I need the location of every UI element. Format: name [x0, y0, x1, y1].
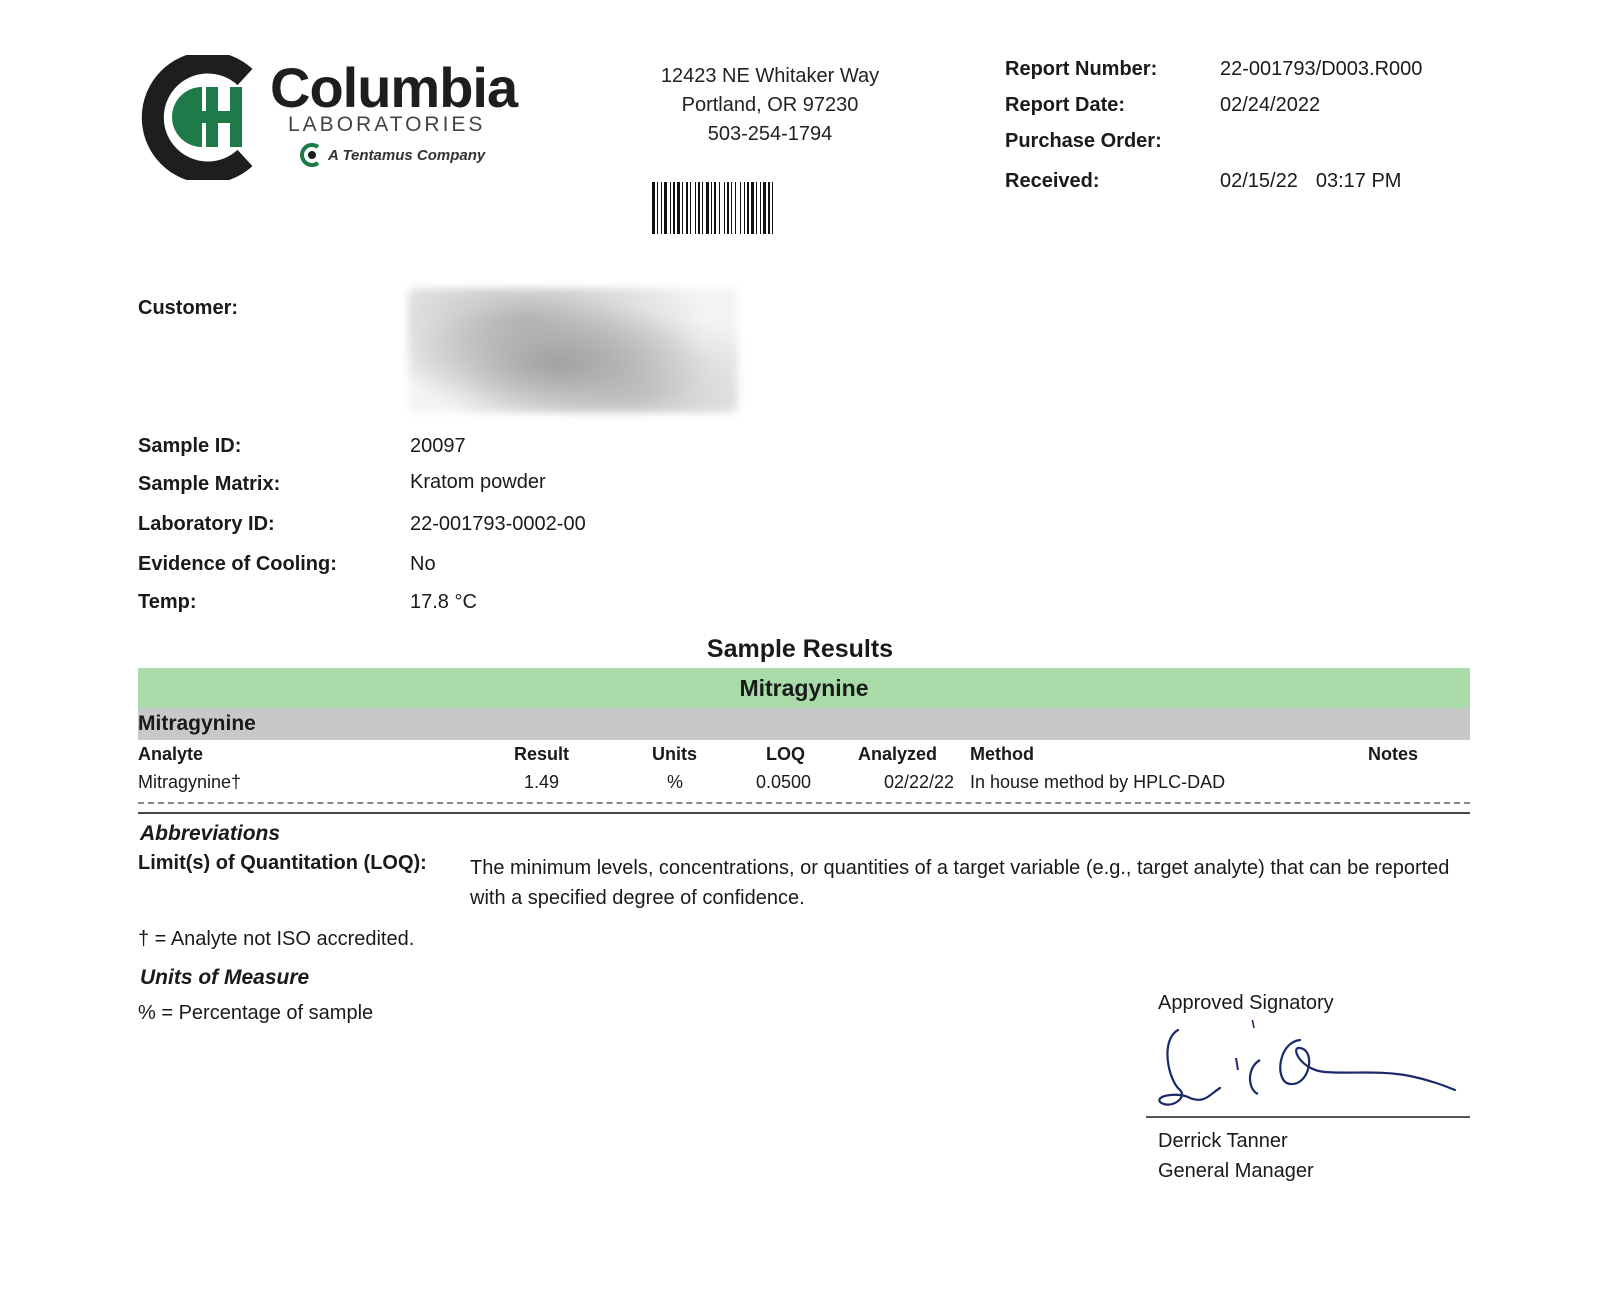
company-logo: [140, 55, 520, 185]
cell-method: In house method by HPLC-DAD: [970, 772, 1226, 792]
loq-term: Limit(s) of Quantitation (LOQ):: [138, 852, 427, 874]
col-loq: LOQ: [766, 744, 805, 764]
barcode-bar: [711, 182, 712, 234]
report-number-row: [1005, 58, 1422, 81]
barcode-bar: [731, 182, 732, 234]
company-name: Columbia: [270, 56, 518, 119]
barcode-bar: [727, 182, 729, 234]
company-tagline: A Tentamus Company: [328, 146, 486, 164]
purchase-order-label: Purchase Order:: [1005, 130, 1162, 152]
barcode-bar: [744, 182, 745, 234]
units-heading: Units of Measure: [140, 966, 310, 989]
barcode-bar: [670, 182, 671, 234]
barcode-bar: [673, 182, 675, 234]
barcode-bar: [657, 182, 658, 234]
customer-label: Customer:: [138, 297, 239, 319]
columbia-logo-icon: [140, 55, 265, 180]
barcode-bar: [747, 182, 749, 234]
received-date: 02/15/22: [1220, 170, 1298, 192]
cell-analyte: Mitragynine†: [138, 772, 242, 792]
report-date: 02/24/2022: [1220, 94, 1321, 116]
barcode-bar: [763, 182, 766, 234]
col-notes: Notes: [1368, 744, 1419, 764]
signatory-title: Approved Signatory: [1158, 992, 1334, 1014]
barcode-bar: [664, 182, 667, 234]
barcode-bar: [735, 182, 736, 234]
signatory-name: Derrick Tanner: [1158, 1130, 1288, 1152]
barcode-bar: [682, 182, 683, 234]
temp-value: 17.8 °C: [410, 591, 477, 613]
company-tagline-wrap: [300, 143, 485, 167]
barcode-bar: [652, 182, 655, 234]
table-solid-divider: [138, 812, 1470, 814]
signatory-role: General Manager: [1158, 1160, 1314, 1182]
barcode-bar: [756, 182, 757, 234]
abbreviations-heading: Abbreviations: [140, 822, 281, 845]
col-units: Units: [652, 744, 697, 764]
customer-redacted: [408, 288, 738, 413]
phone-number: 503-254-1794: [707, 123, 833, 145]
lab-address: [600, 62, 940, 149]
barcode-bar: [702, 182, 703, 234]
barcode-bar: [768, 182, 770, 234]
barcode-bar: [760, 182, 761, 234]
barcode-bar: [686, 182, 688, 234]
address-line-1: 12423 NE Whitaker Way: [660, 65, 880, 87]
sample-matrix: Kratom powder: [410, 471, 546, 493]
temp-label: Temp:: [138, 591, 197, 613]
received-row: [1005, 170, 1401, 193]
signature-line: [1146, 1116, 1470, 1118]
barcode-bar: [661, 182, 662, 234]
barcode-bar: [719, 182, 720, 234]
report-date-row: [1005, 94, 1320, 117]
barcode-bar: [724, 182, 725, 234]
cell-loq: 0.0500: [756, 772, 812, 792]
table-dashed-divider: [138, 802, 1470, 804]
iso-accreditation-note: † = Analyte not ISO accredited.: [138, 928, 415, 950]
tentamus-icon: [300, 143, 324, 167]
barcode-bar: [690, 182, 691, 234]
barcode-bar: [740, 182, 741, 234]
results-section-header: Mitragynine: [138, 708, 1470, 740]
col-method: Method: [970, 744, 1034, 764]
report-number-label: Report Number:: [1005, 58, 1158, 80]
loq-definition: The minimum levels, concentrations, or quantities of a target variable (e.g., target analyte) that can be reported with a specified degree of confidence.: [470, 857, 1450, 909]
report-number: 22-001793/D003.R000: [1220, 58, 1423, 80]
col-analyte: Analyte: [138, 744, 204, 764]
barcode-bar: [706, 182, 709, 234]
sample-id-label: Sample ID:: [138, 435, 242, 457]
sample-results-title: Sample Results: [706, 635, 894, 663]
results-panel-header: Mitragynine: [138, 668, 1470, 708]
barcode-bar: [695, 182, 696, 234]
cell-result: 1.49: [524, 772, 560, 792]
laboratory-id: 22-001793-0002-00: [410, 513, 586, 535]
received-label: Received:: [1005, 170, 1100, 192]
sample-id: 20097: [410, 435, 466, 457]
evidence-of-cooling: No: [410, 553, 436, 575]
report-date-label: Report Date:: [1005, 94, 1126, 116]
cell-analyzed: 02/22/22: [884, 772, 955, 792]
units-definition: % = Percentage of sample: [138, 1002, 374, 1024]
laboratory-id-label: Laboratory ID:: [138, 513, 275, 535]
address-line-2: Portland, OR 97230: [681, 94, 859, 116]
barcode-bar: [698, 182, 700, 234]
purchase-order-row: [1005, 130, 1220, 153]
barcode-bar: [751, 182, 754, 234]
sample-matrix-label: Sample Matrix:: [138, 473, 281, 495]
received-time: 03:17 PM: [1315, 170, 1402, 192]
cell-units: %: [667, 772, 684, 792]
company-subtitle: LABORATORIES: [288, 113, 486, 136]
barcode-bar: [677, 182, 680, 234]
barcode-icon: [652, 182, 857, 234]
col-analyzed: Analyzed: [858, 744, 938, 764]
col-result: Result: [514, 744, 570, 764]
barcode-bar: [714, 182, 716, 234]
signature-image: [1150, 1020, 1470, 1115]
evidence-of-cooling-label: Evidence of Cooling:: [138, 553, 337, 575]
barcode-bar: [772, 182, 773, 234]
